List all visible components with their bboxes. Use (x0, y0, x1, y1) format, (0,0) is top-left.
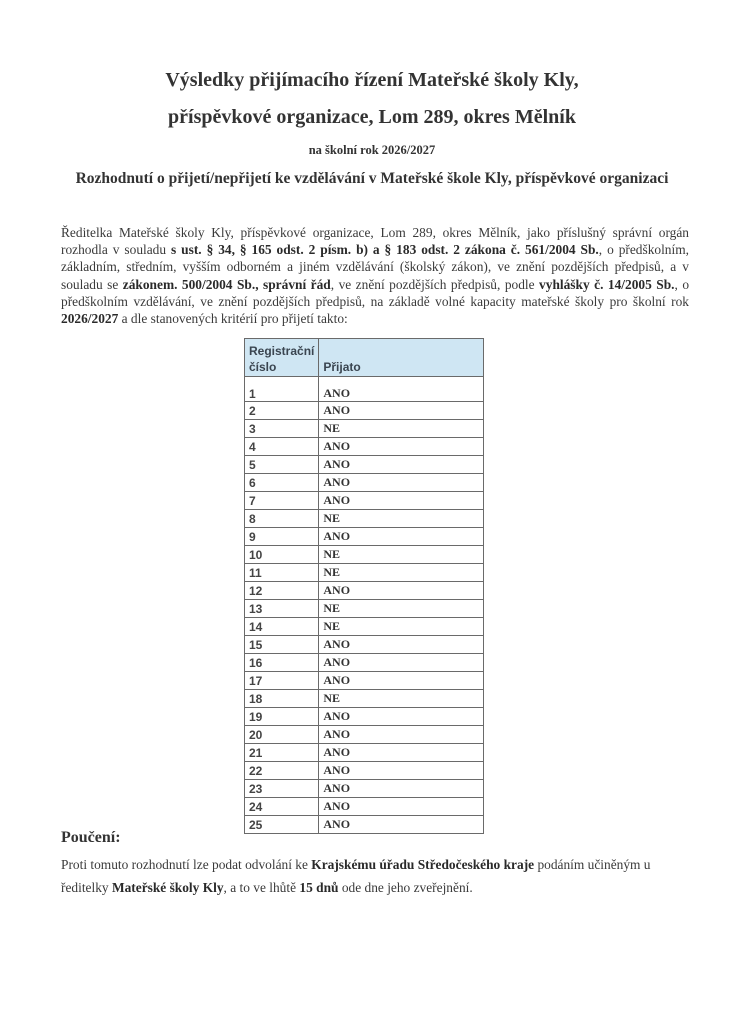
registration-number-cell: 20 (245, 726, 319, 744)
table-row (245, 816, 484, 834)
table-row (245, 744, 484, 762)
results-table (244, 338, 484, 834)
table-row (245, 780, 484, 798)
registration-number-cell: 16 (245, 654, 319, 672)
registration-number-cell: 11 (245, 564, 319, 582)
table-row (245, 600, 484, 618)
table-row (245, 582, 484, 600)
registration-number-cell: 14 (245, 618, 319, 636)
registration-number-cell: 2 (245, 402, 319, 420)
accepted-cell: ANO (319, 528, 484, 546)
header-accepted: Přijato (319, 339, 484, 377)
table-row (245, 726, 484, 744)
table-row (245, 798, 484, 816)
school-year-subtitle: na školní rok 2026/2027 (308, 143, 436, 157)
accepted-cell: ANO (319, 636, 484, 654)
accepted-cell: ANO (319, 654, 484, 672)
decision-heading: Rozhodnutí o přijetí/nepřijetí ke vzdělávání v Mateřské škole Kly, příspěvkové organizaci (75, 170, 669, 187)
note-bold-school: Mateřské školy Kly (111, 880, 224, 895)
header-registration-number: Registrační číslo (245, 339, 319, 377)
table-row (245, 762, 484, 780)
para-bold-law: s ust. § 34, § 165 odst. 2 písm. b) a § 183 odst. 2 zákona č. 561/2004 Sb. (171, 242, 599, 258)
para-text: a dle stanovených kritérií pro přijetí takto: (118, 311, 348, 327)
accepted-cell: ANO (319, 456, 484, 474)
accepted-cell: ANO (319, 492, 484, 510)
accepted-cell: ANO (319, 377, 484, 402)
table-row (245, 636, 484, 654)
registration-number-cell: 19 (245, 708, 319, 726)
table-row (245, 708, 484, 726)
table-row (245, 564, 484, 582)
accepted-cell: ANO (319, 798, 484, 816)
table-row (245, 510, 484, 528)
accepted-cell: NE (319, 420, 484, 438)
accepted-cell: ANO (319, 672, 484, 690)
accepted-cell: ANO (319, 402, 484, 420)
registration-number-cell: 7 (245, 492, 319, 510)
accepted-cell: NE (319, 600, 484, 618)
para-text: , o předškolním vzdělávání, ve znění pozdějších předpisů, na základě volné kapacity mateřské školy pro školní rok (61, 276, 690, 309)
registration-number-cell: 21 (245, 744, 319, 762)
accepted-cell: NE (319, 564, 484, 582)
registration-number-cell: 17 (245, 672, 319, 690)
document-title-line2: příspěvkové organizace, Lom 289, okres Mělník (168, 106, 576, 128)
note-bold-deadline: 15 dnů (299, 880, 339, 895)
accepted-cell: ANO (319, 582, 484, 600)
note-text: ode dne jeho zveřejnění. (338, 880, 473, 895)
para-text: , ve znění pozdějších předpisů, podle (330, 276, 540, 292)
accepted-cell: ANO (319, 474, 484, 492)
note-text: , a to ve lhůtě (223, 880, 300, 895)
para-bold-year: 2026/2027 (61, 311, 119, 327)
note-bold-authority: Krajskému úřadu Středočeského kraje (311, 857, 535, 872)
table-row (245, 546, 484, 564)
accepted-cell: NE (319, 546, 484, 564)
accepted-cell: NE (319, 618, 484, 636)
registration-number-cell: 1 (245, 377, 319, 402)
accepted-cell: NE (319, 690, 484, 708)
registration-number-cell: 25 (245, 816, 319, 834)
table-row (245, 438, 484, 456)
accepted-cell: ANO (319, 438, 484, 456)
para-bold-admin-code: zákonem. 500/2004 Sb., správní řád (122, 276, 331, 292)
registration-number-cell: 10 (245, 546, 319, 564)
table-row (245, 456, 484, 474)
accepted-cell: ANO (319, 780, 484, 798)
document-title-line1: Výsledky přijímacího řízení Mateřské školy Kly, (165, 69, 579, 91)
table-row (245, 492, 484, 510)
table-row (245, 654, 484, 672)
note-text: Proti tomuto rozhodnutí lze podat odvolání ke (61, 857, 312, 872)
registration-number-cell: 24 (245, 798, 319, 816)
note-text: podáním učiněným u ředitelky (61, 857, 651, 895)
table-row (245, 420, 484, 438)
decision-paragraph (61, 224, 689, 327)
registration-number-cell: 8 (245, 510, 319, 528)
registration-number-cell: 3 (245, 420, 319, 438)
table-header-row (245, 339, 484, 377)
registration-number-cell: 22 (245, 762, 319, 780)
accepted-cell: ANO (319, 816, 484, 834)
accepted-cell: ANO (319, 762, 484, 780)
accepted-cell: ANO (319, 708, 484, 726)
registration-number-cell: 23 (245, 780, 319, 798)
registration-number-cell: 13 (245, 600, 319, 618)
table-row (245, 402, 484, 420)
table-row (245, 672, 484, 690)
para-bold-decree: vyhlášky č. 14/2005 Sb. (539, 276, 675, 292)
registration-number-cell: 15 (245, 636, 319, 654)
para-text: Ředitelka Mateřské školy Kly, příspěvkové organizace, Lom 289, okres Mělník, jako příslušný správní orgán rozhodla v souladu (61, 225, 689, 258)
para-text: , o předškolním, základním, středním, vyšším odborném a jiném vzdělávání (školský zákon), ve znění pozdějších předpisů, a v souladu se (61, 242, 689, 292)
accepted-cell: ANO (319, 726, 484, 744)
accepted-cell: ANO (319, 744, 484, 762)
accepted-cell: NE (319, 510, 484, 528)
registration-number-cell: 9 (245, 528, 319, 546)
registration-number-cell: 12 (245, 582, 319, 600)
table-row (245, 528, 484, 546)
table-row (245, 377, 484, 402)
registration-number-cell: 6 (245, 474, 319, 492)
registration-number-cell: 5 (245, 456, 319, 474)
table-row (245, 474, 484, 492)
instruction-heading: Poučení: (61, 829, 121, 846)
registration-number-cell: 18 (245, 690, 319, 708)
table-row (245, 618, 484, 636)
registration-number-cell: 4 (245, 438, 319, 456)
table-row (245, 690, 484, 708)
appeal-note (61, 853, 701, 899)
